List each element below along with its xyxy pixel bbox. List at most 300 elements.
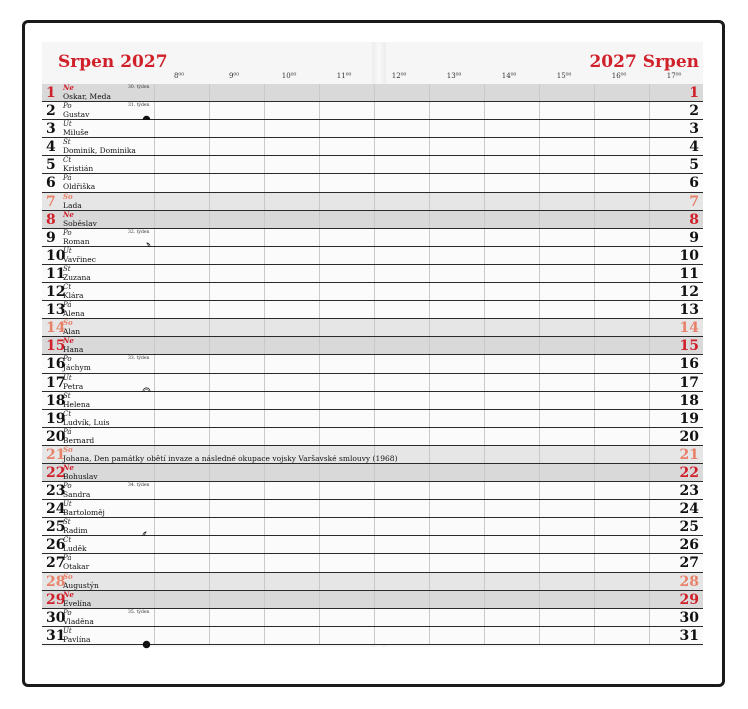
hour-slot-line [539,573,540,590]
hour-slot-line [429,518,430,535]
hour-slot-line [264,609,265,626]
hour-slot-line [374,627,375,644]
hour-slot-line [319,102,320,119]
name-day: Jáchym [63,363,91,373]
hour-slot-line [539,518,540,535]
hour-slot-line [649,428,650,445]
hour-slot-line [319,591,320,608]
hour-slot-line [264,84,265,101]
hour-slot-line [319,174,320,191]
hour-slot-line [539,392,540,409]
hour-slot-line [594,84,595,101]
name-day: Gustav [63,110,90,120]
hour-slot-line [539,211,540,228]
hour-slot-line [154,591,155,608]
hour-slot-line [594,102,595,119]
hour-label: 16⁰⁰ [611,72,627,80]
day-row[interactable] [42,482,703,500]
hour-slot-line [594,464,595,481]
day-of-week: Pá [63,174,72,183]
hour-slot-line [429,464,430,481]
day-row[interactable] [42,319,703,337]
week-label: 31. týden [128,103,150,109]
day-of-week: Ne [63,589,74,599]
hour-slot-line [154,554,155,571]
hour-slot-line [594,410,595,427]
hour-slot-line [539,591,540,608]
hour-slot-line [264,337,265,354]
hour-slot-line [484,265,485,282]
hour-slot-line [429,174,430,191]
hour-slot-line [484,482,485,499]
hour-slot-line [264,554,265,571]
name-day: Johana, Den památky obětí invaze a následné okupace vojsky Varšavské smlouvy (1968) [63,453,398,463]
day-row[interactable] [42,211,703,229]
day-number-right: 13 [679,302,699,319]
week-label: 35. týden [128,609,150,615]
day-of-week: Út [63,120,72,129]
hour-slot-line [209,609,210,626]
hour-slot-line [154,102,155,119]
hour-slot-line [374,120,375,137]
day-number: 18 [46,392,66,409]
day-number: 27 [46,555,66,572]
hour-slot-line [429,609,430,626]
hour-slot-line [209,518,210,535]
hour-slot-line [374,84,375,101]
day-number-right: 6 [689,175,699,192]
hour-slot-line [429,446,430,463]
hour-slot-line [649,392,650,409]
day-number-right: 22 [679,464,699,481]
hour-slot-line [264,573,265,590]
hour-slot-line [649,410,650,427]
day-number: 13 [46,302,66,319]
hour-slot-line [319,536,320,553]
hour-slot-line [319,500,320,517]
day-number: 14 [46,320,66,337]
day-row[interactable] [42,392,703,410]
hour-slot-line [319,193,320,210]
hour-slot-line [539,337,540,354]
hour-slot-line [374,283,375,300]
day-row[interactable] [42,536,703,554]
day-number: 17 [46,374,66,391]
day-row[interactable] [42,464,703,482]
hour-slot-line [264,536,265,553]
day-row[interactable] [42,283,703,301]
hour-slot-line [374,518,375,535]
name-day: Evelína [63,598,92,608]
hour-slot-line [594,174,595,191]
name-day: Luděk [63,544,87,554]
name-day: Klára [63,291,84,301]
hour-slot-line [429,392,430,409]
hour-slot-line [539,446,540,463]
day-number-right: 23 [679,483,699,500]
hour-slot-line [594,138,595,155]
day-of-week: St [63,264,71,273]
name-day: Roman [63,236,90,246]
hour-slot-line [539,536,540,553]
day-row[interactable] [42,193,703,211]
day-number: 30 [46,609,66,626]
day-row[interactable] [42,609,703,627]
hour-slot-line [429,536,430,553]
hour-slot-line [319,428,320,445]
day-grid [42,84,703,645]
hour-slot-line [594,319,595,336]
hour-slot-line [539,193,540,210]
hour-slot-line [484,374,485,391]
hour-slot-line [154,355,155,372]
day-row[interactable] [42,500,703,518]
day-number-right: 8 [689,211,699,228]
hour-slot-line [429,84,430,101]
hour-slot-line [319,355,320,372]
hour-slot-line [264,464,265,481]
hour-slot-line [594,609,595,626]
day-row[interactable] [42,518,703,536]
day-row[interactable] [42,265,703,283]
hour-slot-line [594,591,595,608]
hour-slot-line [319,609,320,626]
name-day: Miluše [63,128,89,138]
day-row[interactable] [42,138,703,156]
hour-slot-line [209,283,210,300]
day-row[interactable] [42,120,703,138]
day-row[interactable] [42,229,703,247]
hour-slot-line [649,120,650,137]
name-day: Radim [63,526,88,536]
hour-slot-line [154,374,155,391]
hour-slot-line [484,193,485,210]
hour-slot-line [484,84,485,101]
name-day: Vladěna [63,616,94,626]
name-day: Augustýn [63,580,99,590]
day-row[interactable] [42,410,703,428]
hour-slot-line [319,337,320,354]
hour-slot-line [539,500,540,517]
hour-slot-line [484,536,485,553]
day-number: 29 [46,591,66,608]
week-label: 33. týden [128,356,150,362]
name-day: Kristián [63,164,94,174]
hour-slot-line [539,319,540,336]
day-row[interactable] [42,337,703,355]
hour-slot-line [154,337,155,354]
hour-slot-line [374,374,375,391]
day-row[interactable] [42,156,703,174]
day-row[interactable] [42,247,703,265]
day-number: 5 [46,157,56,174]
hour-slot-line [649,554,650,571]
hour-slot-line [594,573,595,590]
hour-slot-line [154,193,155,210]
day-row[interactable] [42,627,703,645]
name-day: Petra [63,381,84,391]
hour-slot-line [154,156,155,173]
hour-slot-line [374,410,375,427]
moon-phase-icon [142,236,151,245]
hour-slot-line [154,500,155,517]
day-number: 8 [46,211,56,228]
name-day: Zuzana [63,272,91,282]
hour-slot-line [154,392,155,409]
hour-slot-line [539,102,540,119]
hour-slot-line [154,609,155,626]
hour-slot-line [319,301,320,318]
hour-slot-line [594,283,595,300]
hour-slot-line [374,301,375,318]
hour-slot-line [484,283,485,300]
day-number-right: 3 [689,121,699,138]
day-of-week: Po [63,482,72,491]
hour-slot-line [264,500,265,517]
hour-slot-line [649,156,650,173]
day-of-week: Pá [63,301,72,310]
hour-slot-line [429,102,430,119]
hour-slot-line [374,156,375,173]
hour-slot-line [649,211,650,228]
hour-slot-line [264,120,265,137]
day-row[interactable] [42,554,703,572]
hour-slot-line [594,446,595,463]
hour-slot-line [594,482,595,499]
day-of-week: St [63,391,71,400]
day-of-week: Po [63,228,72,237]
day-number: 26 [46,537,66,554]
day-of-week: Ne [63,336,74,346]
day-row[interactable] [42,301,703,319]
hour-slot-line [539,554,540,571]
hour-slot-line [539,174,540,191]
hour-slot-line [429,247,430,264]
hour-slot-line [539,156,540,173]
hour-slot-line [484,573,485,590]
hour-slot-line [319,211,320,228]
hour-slot-line [594,518,595,535]
hour-slot-line [484,591,485,608]
hour-label: 8⁰⁰ [173,72,185,80]
hour-slot-line [209,138,210,155]
hour-slot-line [429,482,430,499]
hour-slot-line [374,591,375,608]
hour-label: 10⁰⁰ [281,72,297,80]
hour-slot-line [209,355,210,372]
day-number: 24 [46,501,66,518]
hour-slot-line [209,410,210,427]
hour-slot-line [209,482,210,499]
hour-slot-line [429,301,430,318]
hour-slot-line [649,193,650,210]
hour-slot-line [154,229,155,246]
hour-slot-line [539,355,540,372]
hour-slot-line [264,627,265,644]
week-label: 32. týden [128,229,150,235]
day-number-right: 16 [679,356,699,373]
day-number-right: 1 [689,85,699,101]
name-day: Bartoloměj [63,508,105,518]
hour-slot-line [154,247,155,264]
name-day: Lada [63,200,82,210]
name-day: Oldřiška [63,182,96,192]
hour-slot-line [264,591,265,608]
hour-slot-line [209,500,210,517]
hour-slot-line [484,319,485,336]
day-number-right: 7 [689,193,699,210]
hour-slot-line [374,482,375,499]
day-of-week: St [63,138,71,147]
hour-slot-line [319,410,320,427]
hour-slot-line [154,464,155,481]
hour-slot-line [209,374,210,391]
hour-slot-line [209,229,210,246]
hour-slot-line [264,102,265,119]
hour-slot-line [154,84,155,101]
day-number: 22 [46,464,66,481]
hour-slot-line [319,247,320,264]
day-of-week: Út [63,246,72,255]
hour-slot-line [319,120,320,137]
hour-slot-line [264,518,265,535]
hour-slot-line [209,627,210,644]
day-row[interactable] [42,174,703,192]
day-row[interactable] [42,446,703,464]
day-number-right: 27 [679,555,699,572]
day-of-week: Út [63,500,72,509]
hour-slot-line [649,355,650,372]
day-number-right: 17 [679,374,699,391]
name-day: Pavlína [63,634,91,644]
hour-slot-line [539,482,540,499]
hour-slot-line [484,518,485,535]
day-of-week: So [63,444,73,454]
hour-slot-line [539,609,540,626]
hour-slot-line [209,211,210,228]
hour-slot-line [649,174,650,191]
hour-slot-line [429,573,430,590]
hour-slot-line [429,500,430,517]
hour-slot-line [429,337,430,354]
hour-slot-line [319,627,320,644]
hour-slot-line [154,410,155,427]
hour-slot-line [374,102,375,119]
hour-slot-line [374,337,375,354]
hour-slot-line [209,464,210,481]
day-number-right: 14 [679,320,699,337]
hour-slot-line [539,265,540,282]
name-day: Hana [63,345,84,355]
hour-slot-line [649,482,650,499]
hour-slot-line [484,337,485,354]
hour-label: 9⁰⁰ [228,72,240,80]
day-number: 19 [46,410,66,427]
day-row[interactable] [42,355,703,373]
hour-slot-line [264,283,265,300]
hour-slot-line [154,319,155,336]
day-number-right: 21 [679,446,699,463]
hour-slot-line [374,609,375,626]
hour-label: 12⁰⁰ [391,72,407,80]
hour-slot-line [429,229,430,246]
hour-slot-line [264,392,265,409]
day-row[interactable] [42,591,703,609]
hour-slot-line [374,247,375,264]
day-number-right: 5 [689,157,699,174]
hour-slot-line [209,265,210,282]
name-day: Vavřinec [63,254,96,264]
hour-slot-line [539,627,540,644]
hour-slot-line [649,138,650,155]
month-title-left: Srpen 2027 [58,52,168,72]
hour-slot-line [429,355,430,372]
hour-slot-line [209,392,210,409]
hour-slot-line [484,229,485,246]
hour-slot-line [154,518,155,535]
day-row[interactable] [42,84,703,102]
day-number: 3 [46,121,56,138]
hour-slot-line [209,591,210,608]
day-number-right: 24 [679,501,699,518]
hour-slot-line [264,355,265,372]
hour-slot-line [539,410,540,427]
hour-slot-line [594,211,595,228]
hour-slot-line [484,428,485,445]
day-number: 12 [46,284,66,301]
hour-slot-line [484,554,485,571]
day-of-week: Pá [63,427,72,436]
calendar-page [42,42,703,647]
hour-slot-line [429,120,430,137]
hour-slot-line [374,428,375,445]
week-label: 34. týden [128,483,150,489]
day-row[interactable] [42,102,703,120]
day-number-right: 31 [679,627,699,644]
hour-slot-line [484,247,485,264]
day-row[interactable] [42,428,703,446]
day-number-right: 19 [679,410,699,427]
day-number-right: 9 [689,229,699,246]
hour-slot-line [484,627,485,644]
hour-slot-line [209,174,210,191]
hour-slot-line [319,229,320,246]
day-of-week: Ne [63,209,74,219]
hour-slot-line [319,374,320,391]
hour-slot-line [594,247,595,264]
day-number: 20 [46,428,66,445]
day-number: 11 [46,265,66,282]
hour-label: 15⁰⁰ [556,72,572,80]
hour-slot-line [539,229,540,246]
hour-slot-line [484,446,485,463]
hour-slot-line [594,156,595,173]
day-row[interactable] [42,573,703,591]
hour-slot-line [264,482,265,499]
hour-slot-line [484,156,485,173]
hour-slot-line [429,138,430,155]
hour-slot-line [209,120,210,137]
day-number-right: 2 [689,103,699,120]
day-number: 21 [46,446,66,463]
hour-slot-line [209,102,210,119]
hour-slot-line [209,337,210,354]
day-number-right: 29 [679,591,699,608]
day-number: 4 [46,139,56,156]
day-number: 28 [46,573,66,590]
hour-slot-line [264,410,265,427]
day-row[interactable] [42,374,703,392]
